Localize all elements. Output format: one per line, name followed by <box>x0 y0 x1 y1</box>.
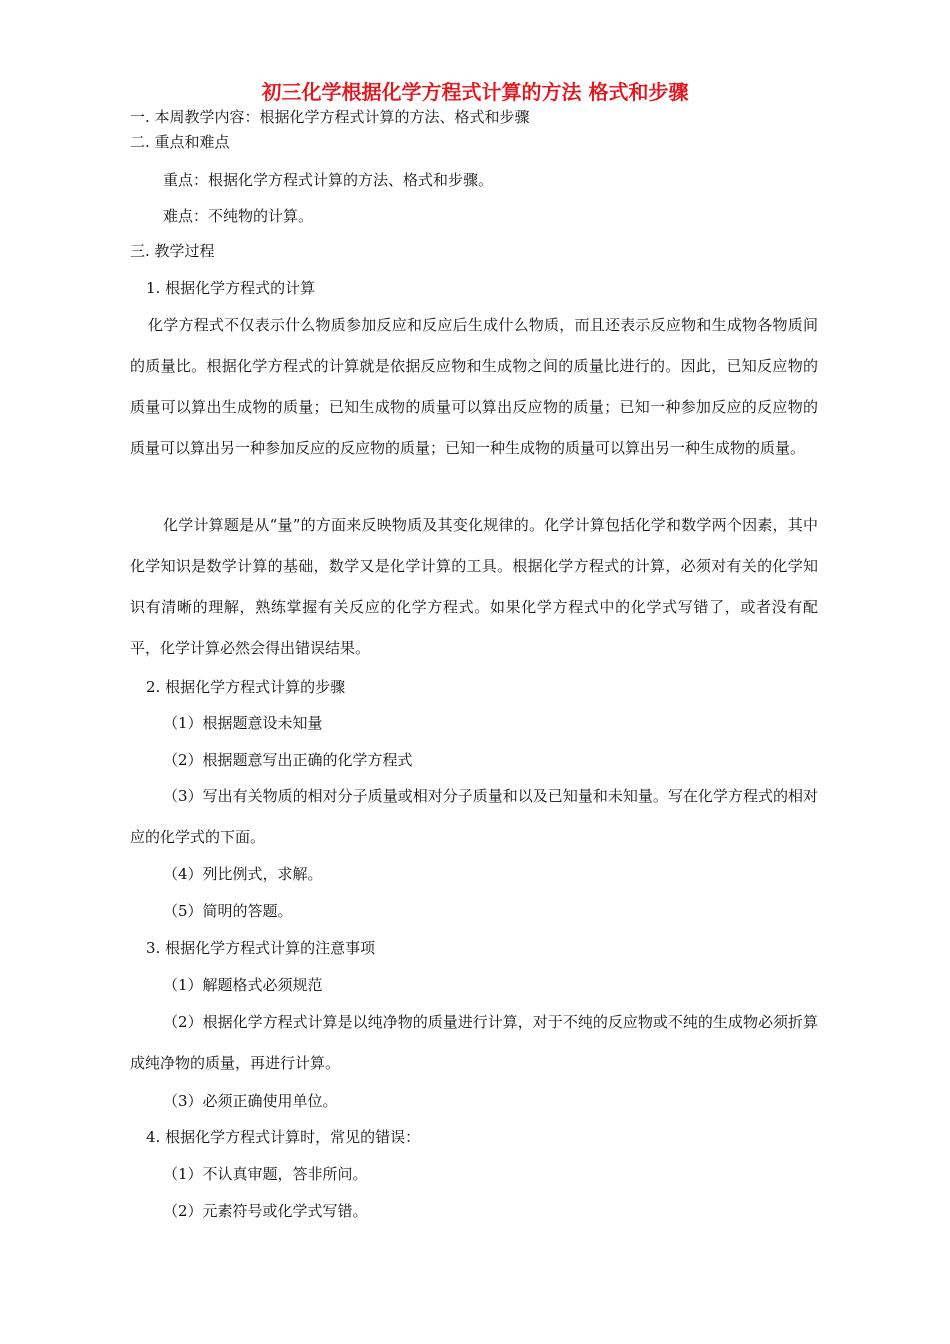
section-2-heading: 二. 重点和难点 <box>130 133 230 151</box>
error-1-item: （1）不认真审题，答非所问。 <box>163 1165 368 1183</box>
subsection-1-heading: 1. 根据化学方程式的计算 <box>146 279 316 297</box>
difficult-point-text: 难点：不纯物的计算。 <box>163 207 314 225</box>
subsection-2-heading: 2. 根据化学方程式计算的步骤 <box>146 678 346 696</box>
key-point-text: 重点：根据化学方程式计算的方法、格式和步骤。 <box>163 171 494 189</box>
error-2-item: （2）元素符号或化学式写错。 <box>163 1202 368 1220</box>
paragraph-mass-ratio: 化学方程式不仅表示什么物质参加反应和反应后生成什么物质，而且还表示反应物和生成物各物质间的质量比。根据化学方程式的计算就是依据反应物和生成物之间的质量比进行的。因此，已知反应物的质量可以算出生成物的质量；已知生成物的质量可以算出反应物的质量；已知一种参加反应的反应物的质量可以算出另一种参加反应的反应物的质量；已知一种生成物的质量可以算出另一种生成物的质量。 <box>130 316 818 457</box>
section-3-heading: 三. 教学过程 <box>130 242 215 260</box>
paragraph-chemistry-calculation: 化学计算题是从“量”的方面来反映物质及其变化规律的。化学计算包括化学和数学两个因素，其中化学知识是数学计算的基础，数学又是化学计算的工具。根据化学方程式的计算，必须对有关的化学知识有清晰的理解，熟练掌握有关反应的化学方程式。如果化学方程式中的化学式写错了，或者没有配平，化学计算必然会得出错误结果。 <box>130 516 818 657</box>
note-1-item: （1）解题格式必须规范 <box>163 976 323 994</box>
step-1-item: （1）根据题意设未知量 <box>163 714 323 732</box>
note-2-item: （2）根据化学方程式计算是以纯净物的质量进行计算，对于不纯的反应物或不纯的生成物必须折算成纯净物的质量，再进行计算。 <box>130 1013 818 1072</box>
step-5-item: （5）简明的答题。 <box>163 902 293 920</box>
step-4-item: （4）列比例式，求解。 <box>163 865 323 883</box>
document-title: 初三化学根据化学方程式计算的方法 格式和步骤 <box>261 80 689 104</box>
subsection-3-heading: 3. 根据化学方程式计算的注意事项 <box>146 939 376 957</box>
step-3-item: （3）写出有关物质的相对分子质量或相对分子质量和以及已知量和未知量。写在化学方程式的相对应的化学式的下面。 <box>130 787 818 846</box>
note-3-item: （3）必须正确使用单位。 <box>163 1092 338 1110</box>
section-1-heading: 一. 本周教学内容：根据化学方程式计算的方法、格式和步骤 <box>130 108 530 126</box>
subsection-4-heading: 4. 根据化学方程式计算时，常见的错误： <box>146 1128 421 1146</box>
step-2-item: （2）根据题意写出正确的化学方程式 <box>163 751 413 769</box>
